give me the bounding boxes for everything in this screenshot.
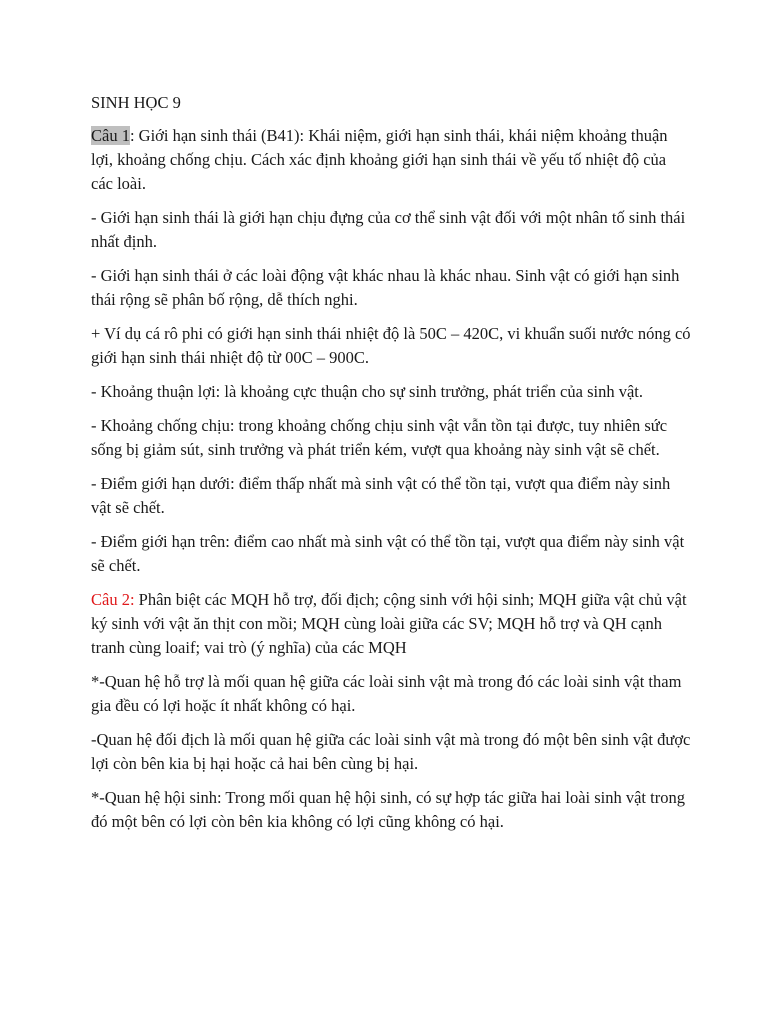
paragraph: - Giới hạn sinh thái ở các loài động vật khác nhau là khác nhau. Sinh vật có giới hạn sinh thái rộng sẽ phân bố rộng, dễ thích nghi.: [91, 266, 680, 309]
paragraph: - Khoảng thuận lợi: là khoảng cực thuận cho sự sinh trưởng, phát triển của sinh vật.: [91, 382, 643, 401]
paragraph: + Ví dụ cá rô phi có giới hạn sinh thái nhiệt độ là 50C – 420C, vi khuẩn suối nước nóng có giới hạn sinh thái nhiệt độ từ 00C – 900C.: [91, 324, 691, 367]
paragraph: - Giới hạn sinh thái là giới hạn chịu đựng của cơ thể sinh vật đối với một nhân tố sinh thái nhất định.: [91, 208, 686, 251]
paragraph: - Điểm giới hạn trên: điểm cao nhất mà sinh vật có thể tồn tại, vượt qua điểm này sinh vật sẽ chết.: [91, 532, 685, 575]
paragraph: - Điểm giới hạn dưới: điểm thấp nhất mà sinh vật có thể tồn tại, vượt qua điểm này sinh vật sẽ chết.: [91, 474, 671, 517]
question-2-label: Câu 2:: [91, 590, 135, 609]
paragraph: *-Quan hệ hội sinh: Trong mối quan hệ hội sinh, có sự hợp tác giữa hai loài sinh vật trong đó một bên có lợi còn bên kia không có lợi cũng không có hại.: [91, 788, 685, 831]
document-title: SINH HỌC 9: [91, 93, 181, 112]
question-1-label: Câu 1: [91, 126, 130, 145]
paragraph: *-Quan hệ hỗ trợ là mối quan hệ giữa các loài sinh vật mà trong đó các loài sinh vật tham gia đều có lợi hoặc ít nhất không có hại.: [91, 672, 682, 715]
question-2-text: Phân biệt các MQH hỗ trợ, đối địch; cộng sinh với hội sinh; MQH giữa vật chủ vật ký sinh với vật ăn thịt con mồi; MQH cùng loài giữa các SV; MQH hỗ trợ và QH cạnh tranh cùng loaif; vai trò (ý nghĩa) của các MQH: [91, 590, 687, 657]
question-1: [91, 124, 691, 196]
question-1-text: : Giới hạn sinh thái (B41): Khái niệm, giới hạn sinh thái, khái niệm khoảng thuận lợi, khoảng chống chịu. Cách xác định khoảng giới hạn sinh thái về yếu tố nhiệt độ của các loài.: [91, 126, 668, 193]
paragraph: - Khoảng chống chịu: trong khoảng chống chịu sinh vật vẫn tồn tại được, tuy nhiên sức sống bị giảm sút, sinh trưởng và phát triển kém, vượt qua khoảng này sinh vật sẽ chết.: [91, 416, 668, 459]
document-content: [91, 92, 691, 844]
paragraph: -Quan hệ đối địch là mối quan hệ giữa các loài sinh vật mà trong đó một bên sinh vật được lợi còn bên kia bị hại hoặc cả hai bên cùng bị hại.: [91, 730, 691, 773]
question-2: [91, 588, 691, 660]
